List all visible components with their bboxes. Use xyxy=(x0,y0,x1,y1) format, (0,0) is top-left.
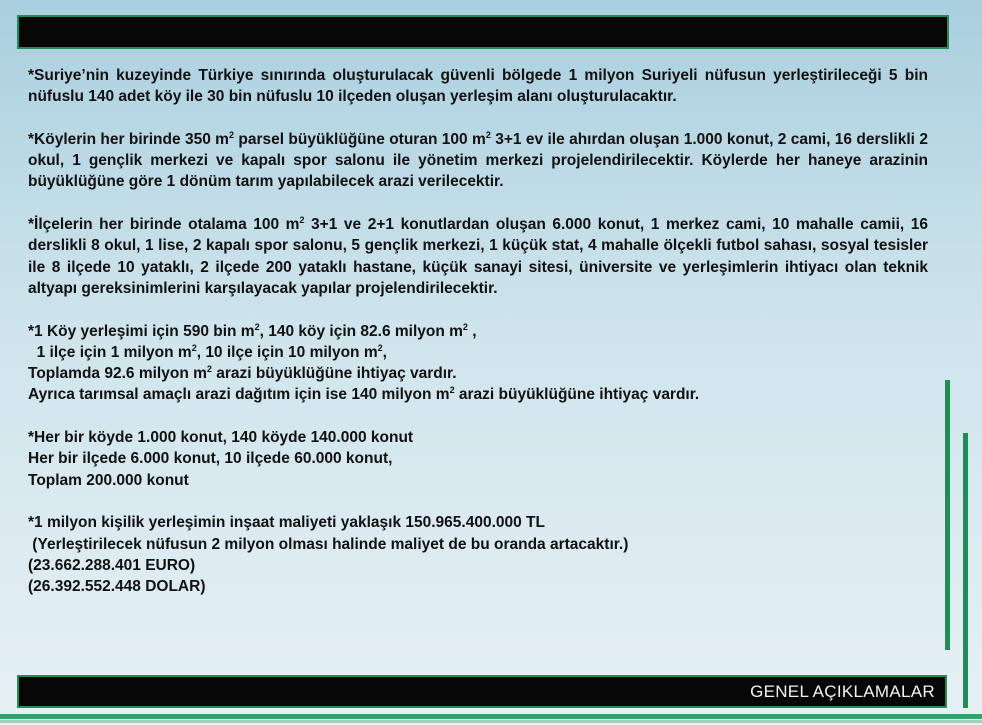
text-segment: , xyxy=(467,322,477,340)
line: (Yerleştirilecek nüfusun 2 milyon olması halinde maliyet de bu oranda artacaktır.) xyxy=(28,535,629,553)
text-segment: , 10 ilçe için 10 milyon m xyxy=(196,343,378,361)
text-segment: , xyxy=(382,343,387,361)
text-segment: *İlçelerin her birinde otalama 100 m xyxy=(28,216,300,234)
accent-stripe xyxy=(945,380,950,650)
text-segment: *1 Köy yerleşimi için 590 bin m xyxy=(28,322,255,340)
line xyxy=(28,384,928,405)
paragraph-1: *Suriye’nin kuzeyinde Türkiye sınırında oluşturulacak güvenli bölgede 1 milyon Suriyeli nüfusun yerleştirileceği 5 bin nüfuslu 140 adet köy ile 30 bin nüfuslu 10 ilçeden oluşan yerleşim alanı oluşturulacaktır. xyxy=(28,67,928,106)
superscript: 2 xyxy=(254,321,260,332)
title-bar xyxy=(17,15,949,49)
superscript: 2 xyxy=(206,364,212,374)
line: (26.392.552.448 DOLAR) xyxy=(28,578,206,596)
line: *1 milyon kişilik yerleşimin inşaat maliyeti yaklaşık 150.965.400.000 TL xyxy=(28,514,545,532)
paragraph-6 xyxy=(28,512,928,597)
line xyxy=(28,321,928,342)
text-segment: , 140 köy için 82.6 milyon m xyxy=(259,322,463,340)
paragraph-5 xyxy=(28,427,928,491)
line: Her bir ilçede 6.000 konut, 10 ilçede 60.000 konut, xyxy=(28,450,393,468)
bottom-divider xyxy=(0,720,982,723)
superscript: 2 xyxy=(485,129,491,140)
line: (23.662.288.401 EURO) xyxy=(28,556,196,574)
paragraph-2 xyxy=(28,129,928,193)
accent-stripe xyxy=(963,433,968,708)
superscript: 2 xyxy=(462,321,468,332)
text-segment: 3+1 ve 2+1 konutlardan oluşan 6.000 konut, 1 merkez cami, 10 mahalle camii, 16 derslikli 8 okul, 1 lise, 2 kapalı spor salonu, 5 gençlik merkezi, 1 küçük stat, 4 mahalle ölçekli futbol sahası, sosyal tesisler ile 8 ilçede 10 yataklı, 2 ilçede 200 yataklı hastane, küçük sanayi sitesi, üniversite ve yerleşimlerin ihtiyacı olan teknik altyapı gereksinimlerini karşılayacak yapılar projelendirilecektir. xyxy=(28,216,928,297)
text-segment: arazi büyüklüğüne ihtiyaç vardır. xyxy=(211,365,457,383)
line: *Her bir köyde 1.000 konut, 140 köyde 140.000 konut xyxy=(28,429,414,447)
text-segment: 3+1 ev ile ahırdan oluşan 1.000 konut, 2 cami, 16 derslikli 2 okul, 1 gençlik merkezi ve kapalı spor salonu ile yönetim merkezi projelendirilecektir. Köylerde her haneye arazinin büyüklüğüne göre 1 dönüm tarım yapılabilecek arazi verilecektir. xyxy=(28,130,928,191)
paragraph-3 xyxy=(28,214,928,299)
text-segment: arazi büyüklüğüne ihtiyaç vardır. xyxy=(454,386,700,404)
superscript: 2 xyxy=(377,342,383,353)
footer-title: GENEL AÇIKLAMALAR xyxy=(750,682,935,701)
line xyxy=(28,342,928,363)
line xyxy=(28,363,928,384)
text-segment: 1 ilçe için 1 milyon m xyxy=(28,343,192,361)
line: Toplam 200.000 konut xyxy=(28,471,189,489)
slide-content xyxy=(28,65,928,678)
superscript: 2 xyxy=(191,342,197,353)
paragraph-4 xyxy=(28,321,928,406)
text-segment: Toplamda 92.6 milyon m xyxy=(28,365,207,383)
text-segment: Ayrıca tarımsal amaçlı arazi dağıtım için ise 140 milyon m xyxy=(28,386,450,404)
text-segment: *Köylerin her birinde 350 m xyxy=(28,130,229,148)
superscript: 2 xyxy=(228,129,234,140)
footer-bar xyxy=(17,675,947,708)
superscript: 2 xyxy=(299,214,305,225)
superscript: 2 xyxy=(449,385,455,396)
text-segment: parsel büyüklüğüne oturan 100 m xyxy=(233,130,486,148)
bottom-divider xyxy=(0,714,982,719)
